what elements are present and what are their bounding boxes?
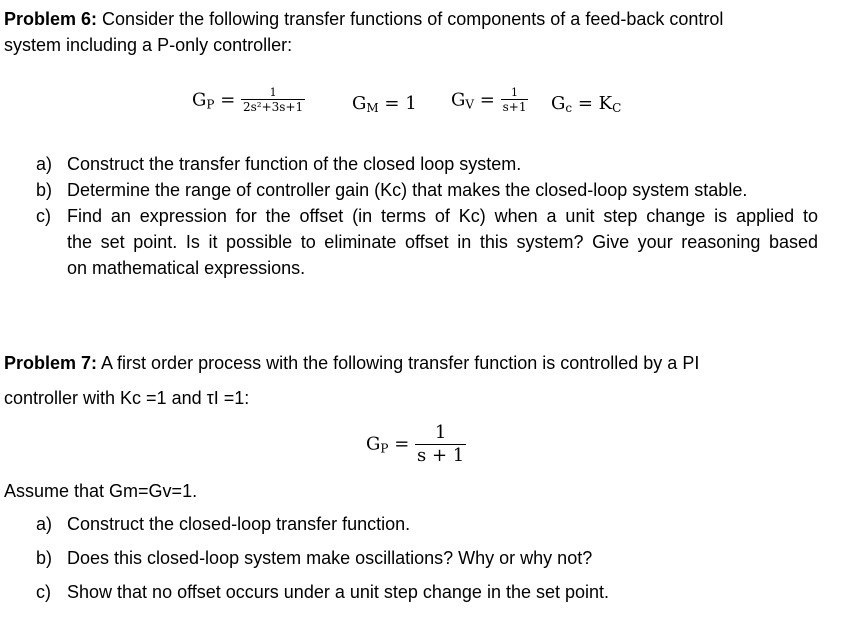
problem6-intro-line2: system including a P-only controller:	[4, 35, 293, 55]
gv-fraction: $\frac{1}{s+1}$	[502, 86, 527, 114]
problem6-item-a: a) Construct the transfer function of the closed loop system.	[36, 154, 522, 174]
problem7-heading: Problem 7:	[4, 353, 98, 373]
problem7-item-c: c) Show that no offset occurs under a unit step change in the set point.	[36, 582, 610, 602]
gp7-fraction: $\frac{1}{s + 1}$	[417, 422, 465, 466]
equation-gv: $G_V$ = $\frac{1}{s+1}$	[451, 86, 527, 114]
problem7-intro-line2: controller with Kc =1 and τI =1:	[4, 388, 250, 408]
problem6-item-c: c) Find an expression for the offset (in terms of Kc) when a unit step change is applied to the set point. Is it possible to eliminate offset in this system? Give your reasoning based on mathematical expressions.	[36, 206, 818, 278]
problem7-intro-text: A first order process with the following transfer function is controlled by a PI	[101, 353, 700, 373]
problem6-item-b: b) Determine the range of controller gain (Kc) that makes the closed-loop system stable.	[36, 180, 748, 200]
problem6-heading: Problem 6:	[4, 9, 98, 29]
problem7-item-a: a) Construct the closed-loop transfer function.	[36, 514, 411, 534]
problem6-intro-line1	[4, 6, 822, 32]
equation-gp-problem7: $G_P$ = $\frac{1}{s + 1}$	[366, 422, 465, 466]
gp-fraction: $\frac{1}{\text{2s²+3s+1}}$	[243, 86, 304, 114]
problem7-assumption: Assume that Gm=Gv=1.	[4, 481, 198, 501]
problem6-intro-text: Consider the following transfer functions of components of a feed-back control	[102, 9, 724, 29]
problem7-intro-line1	[4, 350, 822, 376]
problem7-item-b: b) Does this closed-loop system make oscillations? Why or why not?	[36, 548, 593, 568]
equation-gm: $G_M = 1$	[352, 93, 417, 115]
equation-gc: $G_c = K_C$	[551, 93, 622, 115]
equation-gp: $G_P$ = $\frac{1}{\text{2s²+3s+1}}$	[192, 86, 304, 114]
